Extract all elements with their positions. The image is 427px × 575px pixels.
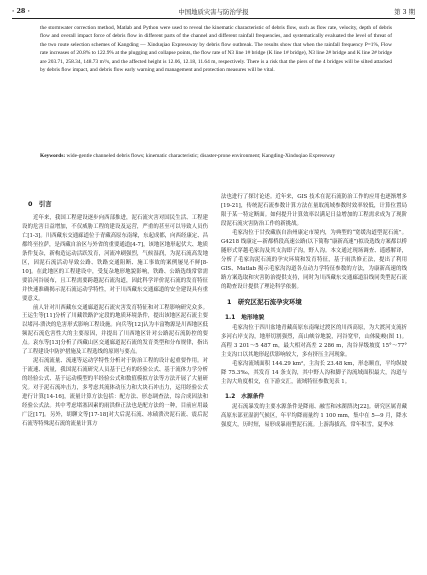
subsection-heading-water-source: 1.2 水源条件 xyxy=(225,394,265,401)
section-heading-environment: 1 研究区泥石流孕灾环境 xyxy=(227,298,302,307)
paragraph: 近年来，我国工程建设逐步向西部推进，泥石流灾害对国民生活、工程建设的危害日益增加，不仅威胁工程的建设及运营，严重的甚至可以导致人员伤亡[1-3]。川西藏东交通廊道位于青藏高原东南缘，东起成都，向西经康定、昌都终至拉萨，是西藏自治区与外省的重要通道[4-7]，该地区地形起伏大、地质条件复杂，新构造运动活跃发育，河流冲刷强烈，气候湿润，为泥石流高发地区，因泥石流活动导致公路、铁路交通阻断、施工事故的案例屡见不鲜[8-10]。在此地区的工程建设中，受复杂地形地貌影响，铁路、公路选线常常需要沿河谷展布，且工程需要跨越泥石流沟道，因此科学评价泥石流的发育特征并快速准确揭示泥石流运动学特性，对于川西藏东交通廊道的安全建设具有重要意义。 xyxy=(22,215,208,302)
left-column xyxy=(22,193,208,429)
paragraph: 毛家沟位于甘孜藏族自治州康定市境内，为典型的“宽缓沟道型泥石流”。G4218 线康定—新都桥段高速公路(以下简称“康新高速”)拟设选线方案都以桥隧形式穿越毛家沟及其支沟即子沟，野人沟。本文通过现场调查、遥感解译，分析了毛家沟泥石流的孕灾环境和发育特征，基于雨洪修正法，提出了利用 GIS、Matlab 揭示毛家沟沟道各点动力学特征参数的方法，为康新高速的线路方案选取和灾害防治提供支持，同时为川西藏东交通廊道沿线同类型泥石流的勘查设计提供了理论科学依据。 xyxy=(221,229,407,290)
paragraph: 泥石流暴发的主要水源条件是降雨、融雪和冰湖溃决[22]。研究区属青藏高原东部亚湿润气候区，年平均降雨量约 1 100 mm，集中在 5—9 月，降水强度大，历时短，易形成暴雨型泥石流。上游海拔高，常年积雪，夏季冰 xyxy=(221,404,407,429)
paragraph: 泥石流流量、流速等运动学特性分析对于防治工程的设计起重要作用。对于流速、流量，我国泥石流研究人员基于已有的经验公式、基于流体力学分析的经验公式、基于运动模型的半经验公式和数值模拟方法等方法开展了大量研究。对于泥石流冲击力，多考虑其流体动压力和大块石冲击力，运用经验公式进行计算[14-16]，流量计算方法包括：配方法、形态调查法，综合成因法和经验公式法。其中考虑堵塞因素的雨洪修正法也是配方法的一种，目前应用最广泛[17]。另外，胡聊文等[17-18]对大后泥石流、冰碛溃决泥石流、震后泥石流等特殊泥石流的流量计算方 xyxy=(22,358,208,427)
header-rule xyxy=(12,18,415,19)
running-header xyxy=(12,6,415,18)
keywords-text: wide-gentle channeled debris flows; kinematic characteristic; disaster-prone environment; Kangding-Xinduqiao Expressway xyxy=(66,153,336,159)
paragraph: 法也进行了探讨论述。近年来，GIS 技术在泥石流防治工作的应用也逐渐增多[19-21]，传统泥石流参数计算方法在量取流域参数时效率较低，计算位置局限于某一特定断面。如何提升计算效率以满足日益增加的工程需求成为了现阶段泥石流灾害防治工作的新挑战。 xyxy=(221,194,407,227)
section-heading-introduction: 0 引言 xyxy=(28,200,52,208)
subsection-heading-terrain: 1.1 地形地貌 xyxy=(225,315,265,322)
paragraph: 毛家沟位于四川盆地青藏高原东南缘过渡区的川西高原，为大渡河支流折多河右岸支沟，地形切割强烈，高山峡谷地貌，河谷宽窄，山体陡峻(图 1)。高程 3 201～5 487 m，最大相对高差 2 286 m，沟谷异级坡度 15°～77°主支沟口以其地形起伏影响较大，多有挤压主河现象。 xyxy=(221,325,407,359)
keywords xyxy=(40,152,392,160)
issue-number: 第 3 期 xyxy=(394,8,415,16)
paragraph: 前人针对川西藏东交通廊道泥石流灾害发育特征和对工程影响研究众多。王运生等[11]分析了川藏铁路沪定段的地质环境条件，提出该地区泥石流主要以堵河-溃决的危害形式影响工程设施。向兵等[12]认为丰富物源是川西地区低频泥石流危害性大的主要原因，并提出了川西地区针对公路泥石流防控的要点。袁东等[13]分析了西藏山区交通廊道泥石流的发育类型和分布规律，指出了工程建设中防护措施及工程选线的原则与要点。 xyxy=(22,304,208,356)
keywords-label: Keywords: xyxy=(40,153,66,159)
right-column xyxy=(221,193,407,430)
english-abstract: the stormwater correction method, Matlab and Python were used to reveal the kinematic characteristic of debris flow, such as flow rate, velocity, depth of debris flow and overall impact force of debris flow in different parts of the channel and different rainfall frequencies, and systematically evaluated the level of threat of the two route selection schemes of Kangding — Xinduqiao Expressway by debris flow outbreak. The results show that when the rainfall frequency P=1%, Flow rate increases of 20.8% to 122.9% at the plugging and collapse points, the flow rate of N3 line 1# bridge (K line 1# bridge), N3 line 2# bridge and K line 2# bridge are 203.71, 258.34, 148.73 m³/s, and the affected height is 12.06, 12.18, 11.64 m, respectively. There is a risk that the piers of the 4 bridges will be silted attacked by debris flow impact, and debris flow early warning and management and protection measures will be vital. xyxy=(40,25,392,74)
paragraph: 毛家沟流域面积 144.29 km²，主沟长 23.48 km，形态顺直，平均纵坡降 75.3‰，其发育 14 条支沟，其中野人沟和脚子沟流域面积最大，沟道与主沟大角度相交，在下游交汇，流域特征参数见表 1。 xyxy=(221,361,407,386)
page-number: · 28 · xyxy=(12,7,30,15)
journal-title: 中国地质灾害与防治学报 xyxy=(178,8,249,16)
